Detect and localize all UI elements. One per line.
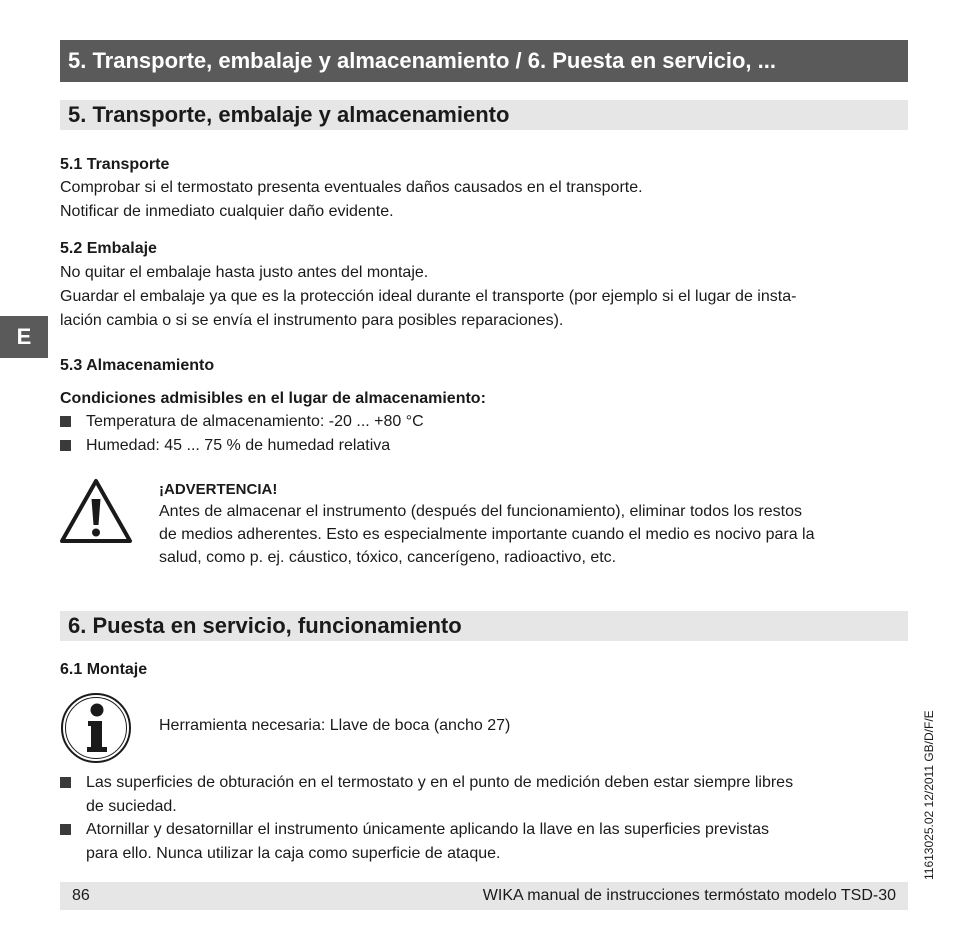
- list-item-text-line-1: Atornillar y desatornillar el instrumento únicamente aplicando la llave en las superficies previstas: [86, 821, 770, 838]
- section-5-heading-text: 5. Transporte, embalaje y almacenamiento: [68, 102, 510, 127]
- embalaje-line-1: No quitar el embalaje hasta justo antes del montaje.: [60, 264, 429, 281]
- page-header-title: 5. Transporte, embalaje y almacenamiento / 6. Puesta en servicio, ...: [68, 48, 776, 73]
- list-item-text: Temperatura de almacenamiento: -20 ... +80 °C: [86, 413, 424, 430]
- section-6-heading: [60, 611, 908, 641]
- page-footer: [60, 882, 908, 910]
- subsection-5-3-heading: 5.3 Almacenamiento: [60, 357, 215, 374]
- subsection-6-1-heading: 6.1 Montaje: [60, 661, 148, 678]
- list-item-text-line-2: para ello. Nunca utilizar la caja como superficie de ataque.: [86, 845, 501, 862]
- subsection-5-2-heading: 5.2 Embalaje: [60, 240, 157, 257]
- storage-conditions-heading: Condiciones admisibles en el lugar de almacenamiento:: [60, 390, 486, 407]
- transporte-line-2: Notificar de inmediato cualquier daño evidente.: [60, 203, 394, 220]
- list-item: [60, 771, 793, 819]
- embalaje-line-2: Guardar el embalaje ya que es la protección ideal durante el transporte (por ejemplo si el lugar de insta-: [60, 288, 797, 305]
- warning-line-2: de medios adherentes. Esto es especialmente importante cuando el medio es nocivo para la: [159, 526, 815, 543]
- list-item: [60, 818, 769, 866]
- list-item: [60, 434, 390, 458]
- list-item-text-line-1: Las superficies de obturación en el termostato y en el punto de medición deben estar siempre libres: [86, 774, 794, 791]
- warning-line-1: Antes de almacenar el instrumento (después del funcionamiento), eliminar todos los restos: [159, 503, 802, 520]
- bullet-square-icon: [60, 777, 71, 788]
- section-6-heading-text: 6. Puesta en servicio, funcionamiento: [68, 613, 462, 638]
- list-item: [60, 410, 424, 434]
- bullet-square-icon: [60, 440, 71, 451]
- bullet-square-icon: [60, 824, 71, 835]
- embalaje-line-3: lación cambia o si se envía el instrumento para posibles reparaciones).: [60, 312, 564, 329]
- warning-triangle-icon: [58, 477, 134, 545]
- list-item-text: Humedad: 45 ... 75 % de humedad relativa: [86, 437, 391, 454]
- transporte-line-1: Comprobar si el termostato presenta eventuales daños causados en el transporte.: [60, 179, 643, 196]
- bullet-square-icon: [60, 416, 71, 427]
- language-tab: E: [0, 316, 48, 358]
- subsection-5-1-heading: 5.1 Transporte: [60, 156, 170, 173]
- info-icon: [59, 691, 133, 765]
- section-5-heading: [60, 100, 908, 130]
- page-number: 86: [72, 887, 90, 904]
- footer-title: WIKA manual de instrucciones termóstato modelo TSD-30: [482, 887, 896, 904]
- warning-line-3: salud, como p. ej. cáustico, tóxico, cancerígeno, radioactivo, etc.: [159, 549, 617, 566]
- document-code: 11613025.02 12/2011 GB/D/F/E: [922, 710, 936, 880]
- info-text: Herramienta necesaria: Llave de boca (ancho 27): [159, 717, 511, 734]
- warning-title: ¡ADVERTENCIA!: [159, 481, 278, 498]
- page-header-bar: [60, 40, 908, 82]
- list-item-text-line-2: de suciedad.: [86, 798, 177, 815]
